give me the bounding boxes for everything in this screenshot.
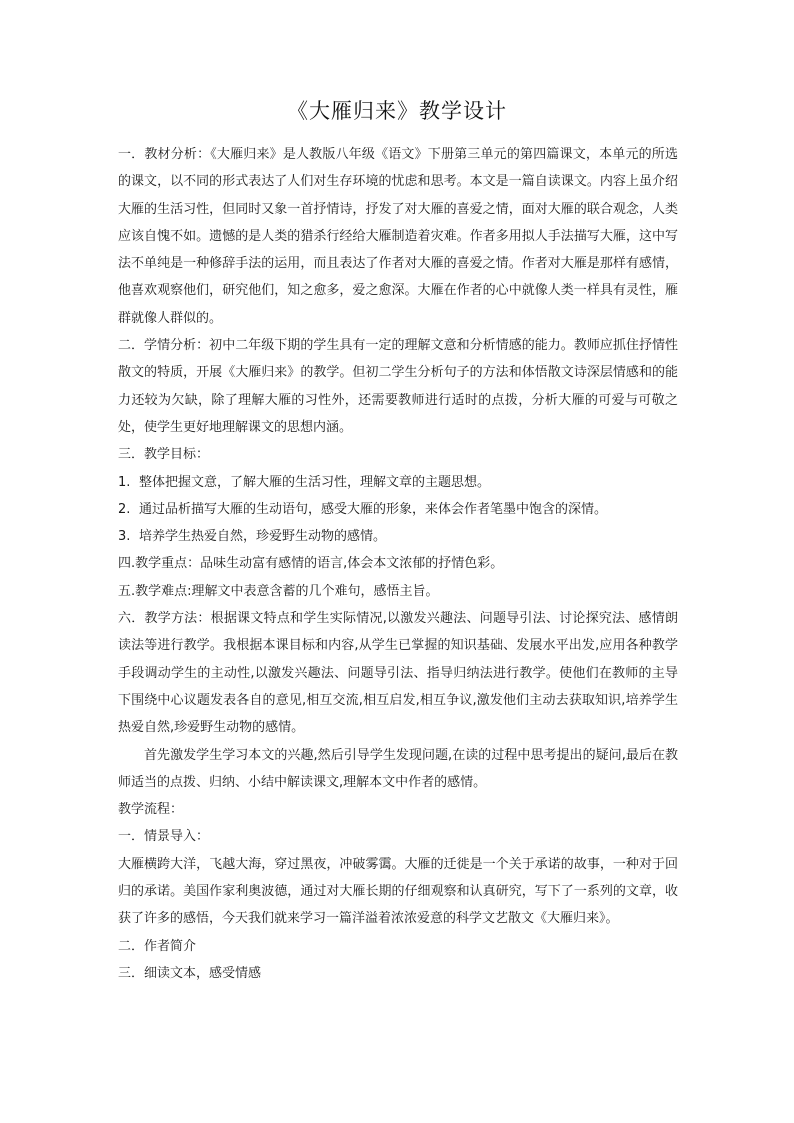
section-teaching-methods: 六．教学方法：根据课文特点和学生实际情况,以激发兴趣法、问题导引法、讨论探究法、感情朗读法等进行教学。我根据本课目标和内容,从学生已掌握的知识基础、发展水平出发,应用各种教学手段调动学生的主动性,以激发兴趣法、问题导引法、指导归纳法进行教学。使他们在教师的主导下围绕中心议题发表各自的意见,相互交流,相互启发,相互争议,激发他们主动去获取知识,培养学生热爱自然,珍爱野生动物的感情。 bbox=[118, 611, 678, 736]
objective-number: 3. bbox=[118, 529, 131, 545]
objective-item bbox=[118, 496, 678, 523]
document-body bbox=[118, 141, 678, 987]
objective-number: 2. bbox=[118, 501, 131, 517]
step-reading-heading: 三．细读文本，感受情感 bbox=[118, 965, 262, 981]
section-difficulties: 五.教学难点:理解文中表意含蓄的几个难句，感悟主旨。 bbox=[118, 583, 439, 599]
step-intro-heading: 一．情景导入： bbox=[118, 829, 210, 845]
section-objectives-heading: 三．教学目标： bbox=[118, 447, 210, 463]
objective-text: 培养学生热爱自然，珍爱野生动物的感情。 bbox=[139, 529, 387, 545]
step-author-heading: 二．作者简介 bbox=[118, 938, 197, 954]
objective-text: 通过品析描写大雁的生动语句，感受大雁的形象，来体会作者笔墨中饱含的深情。 bbox=[139, 501, 608, 517]
section-textbook-analysis: 一．教材分析：《大雁归来》是人教版八年级《语文》下册第三单元的第四篇课文，本单元的所选的课文，以不同的形式表达了人们对生存环境的忧虑和思考。本文是一篇自读课文。内容上虽介绍大雁的生活习性，但同时又象一首抒情诗，抒发了对大雁的喜爱之情，面对大雁的联合观念，人类应该自愧不如。遗憾的是人类的猎杀行经给大雁制造着灾难。作者多用拟人手法描写大雁，这中写法不单纯是一种修辞手法的运用，而且表达了作者对大雁的喜爱之情。作者对大雁是那样有感情，他喜欢观察他们，研究他们，知之愈多，爱之愈深。大雁在作者的心中就像人类一样具有灵性，雁群就像人群似的。 bbox=[118, 147, 678, 326]
objective-item bbox=[118, 469, 678, 496]
objective-item bbox=[118, 523, 678, 550]
objective-number: 1. bbox=[118, 474, 131, 490]
step-intro-paragraph: 大雁横跨大洋，飞越大海，穿过黑夜，冲破雾霭。大雁的迁徙是一个关于承诺的故事，一种对于回归的承诺。美国作家利奥波德，通过对大雁长期的仔细观察和认真研究，写下了一系列的文章，收获了许多的感悟，今天我们就来学习一篇洋溢着浓浓爱意的科学文艺散文《大雁归来》。 bbox=[118, 856, 678, 927]
teaching-process-heading: 教学流程： bbox=[118, 802, 184, 818]
method-summary-paragraph: 首先激发学生学习本文的兴趣,然后引导学生发现问题,在读的过程中思考提出的疑问,最后在教师适当的点拨、归纳、小结中解读课文,理解本文中作者的感情。 bbox=[118, 747, 678, 790]
objective-text: 整体把握文意，了解大雁的生活习性，理解文章的主题思想。 bbox=[139, 474, 491, 490]
section-student-analysis: 二．学情分析：初中二年级下期的学生具有一定的理解文意和分析情感的能力。教师应抓住抒情性散文的特质，开展《大雁归来》的教学。但初二学生分析句子的方法和体悟散文诗深层情感和的能力还较为欠缺，除了理解大雁的习性外，还需要教师进行适时的点拨，分析大雁的可爱与可敬之处，使学生更好地理解课文的思想内涵。 bbox=[118, 338, 678, 435]
document-title: 《大雁归来》教学设计 bbox=[287, 99, 507, 123]
section-key-points: 四.教学重点：品味生动富有感情的语言,体会本文浓郁的抒情色彩。 bbox=[118, 556, 504, 572]
